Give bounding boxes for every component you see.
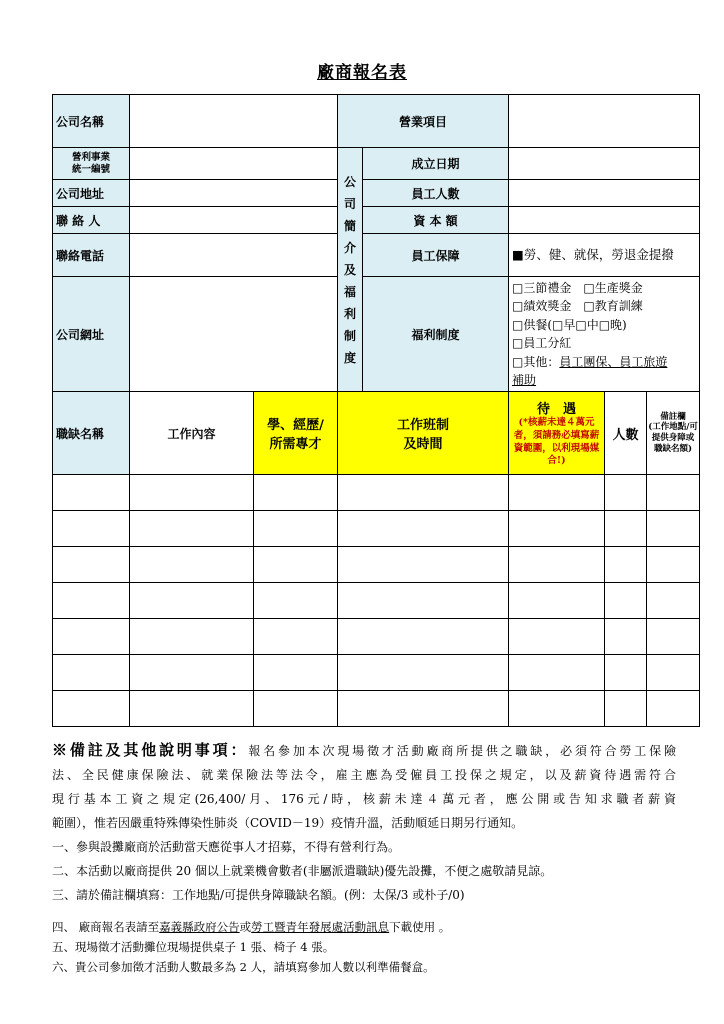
welfare-option[interactable]: □供餐(□早□中□晚) (512, 317, 627, 332)
job-row[interactable] (53, 511, 700, 547)
contact-field[interactable] (130, 207, 338, 234)
labor-youth-events-link[interactable]: 勞工暨青年發展處活動訊息 (251, 920, 390, 934)
job-row[interactable] (53, 691, 700, 727)
notes-section (52, 738, 676, 907)
company-name-field[interactable] (130, 95, 338, 148)
notes-paragraph: 報名參加本次現場徵才活動廠商所提供之職缺，必須符合勞工保險 (248, 744, 676, 758)
remarks-header: 備註欄 (工作地點/可提供身障或職缺名額) (647, 392, 700, 475)
note-item: 五、現場徵才活動攤位現場提供桌子 1 張、椅子 4 張。 (52, 940, 335, 954)
job-row[interactable] (53, 547, 700, 583)
job-row[interactable] (53, 583, 700, 619)
shift-header: 工作班制 及時間 (338, 392, 509, 475)
job-title-header: 職缺名稱 (53, 392, 130, 475)
address-label: 公司地址 (53, 180, 130, 207)
headcount-header: 人數 (605, 392, 647, 475)
notes-paragraph: 範圍），惟若因嚴重特殊傳染性肺炎（COVID－19）疫情升溫，活動順延日期另行通知。 (52, 816, 524, 830)
job-row[interactable] (53, 619, 700, 655)
registration-form (52, 94, 700, 727)
tax-id-field[interactable] (130, 148, 338, 180)
welfare-other-continued: 補助 (512, 373, 537, 387)
website-label: 公司網址 (53, 277, 130, 392)
note-item: 四、 廠商報名表請至嘉義縣政府公告或勞工暨青年發展處活動訊息下載使用 。 (52, 920, 451, 934)
website-field[interactable] (130, 277, 338, 392)
page-title: 廠商報名表 (317, 63, 407, 83)
note-item: 二、本活動以廠商提供 20 個以上就業機會數者(非屬派遣職缺)優先設攤，不便之處敬請見諒。 (52, 864, 553, 878)
protection-value: ■勞、健、就保，勞退金提撥 (509, 234, 700, 277)
company-intro-vertical-label: 公 司 簡 介 及 福 利 制 度 (338, 148, 363, 392)
protection-label: 員工保障 (363, 234, 509, 277)
notes-paragraph: 現行基本工資之規定(26,400/月、176元/時，核薪未達４萬元者，應公開或告知求職者薪資 (52, 792, 676, 806)
phone-field[interactable] (130, 234, 338, 277)
founding-date-field[interactable] (509, 148, 700, 180)
employee-count-label: 員工人數 (363, 180, 509, 207)
salary-note: (*核薪未達４萬元者，須請務必填寫薪資範圍，以利現場媒合!) (513, 416, 600, 467)
job-row[interactable] (53, 475, 700, 511)
note-item: 一、參與設攤廠商於活動當天應從事人才招募，不得有營利行為。 (52, 840, 401, 854)
capital-label: 資 本 額 (363, 207, 509, 234)
notes-paragraph: 法、全民健康保險法、就業保險法等法令，雇主應為受僱員工投保之規定，以及薪資待遇需符合 (52, 768, 676, 782)
welfare-option[interactable]: □員工分紅 (512, 336, 572, 350)
notes-heading: ※備註及其他說明事項： (52, 741, 249, 759)
job-row[interactable] (53, 655, 700, 691)
tax-id-label: 營利事業 統一編號 (53, 148, 130, 180)
welfare-option[interactable]: □績效獎金 □教育訓練 (512, 299, 643, 313)
job-content-header: 工作內容 (130, 392, 254, 475)
education-header: 學、經歷/ 所需專才 (254, 392, 338, 475)
note-item: 三、請於備註欄填寫：工作地點/可提供身障職缺名額。(例：太保/3 或朴子/0) (52, 888, 465, 902)
founding-date-label: 成立日期 (363, 148, 509, 180)
business-items-label: 營業項目 (338, 95, 509, 148)
phone-label: 聯絡電話 (53, 234, 130, 277)
county-announcement-link[interactable]: 嘉義縣政府公告 (159, 920, 240, 934)
company-name-label: 公司名稱 (53, 95, 130, 148)
capital-field[interactable] (509, 207, 700, 234)
welfare-options (509, 277, 700, 392)
address-field[interactable] (130, 180, 338, 207)
welfare-option-other[interactable]: □其他：員工團保、員工旅遊 (512, 354, 668, 369)
welfare-label: 福利制度 (363, 277, 509, 392)
welfare-option[interactable]: □三節禮金 □生產獎金 (512, 280, 643, 295)
employee-count-field[interactable] (509, 180, 700, 207)
salary-header: 待 遇 (*核薪未達４萬元者，須請務必填寫薪資範圍，以利現場媒合!) (509, 392, 605, 475)
contact-label: 聯 絡 人 (53, 207, 130, 234)
note-item: 六、貴公司參加徵才活動人數最多為 2 人，請填寫參加人數以利準備餐盒。 (52, 960, 435, 974)
business-items-field[interactable] (509, 95, 700, 148)
